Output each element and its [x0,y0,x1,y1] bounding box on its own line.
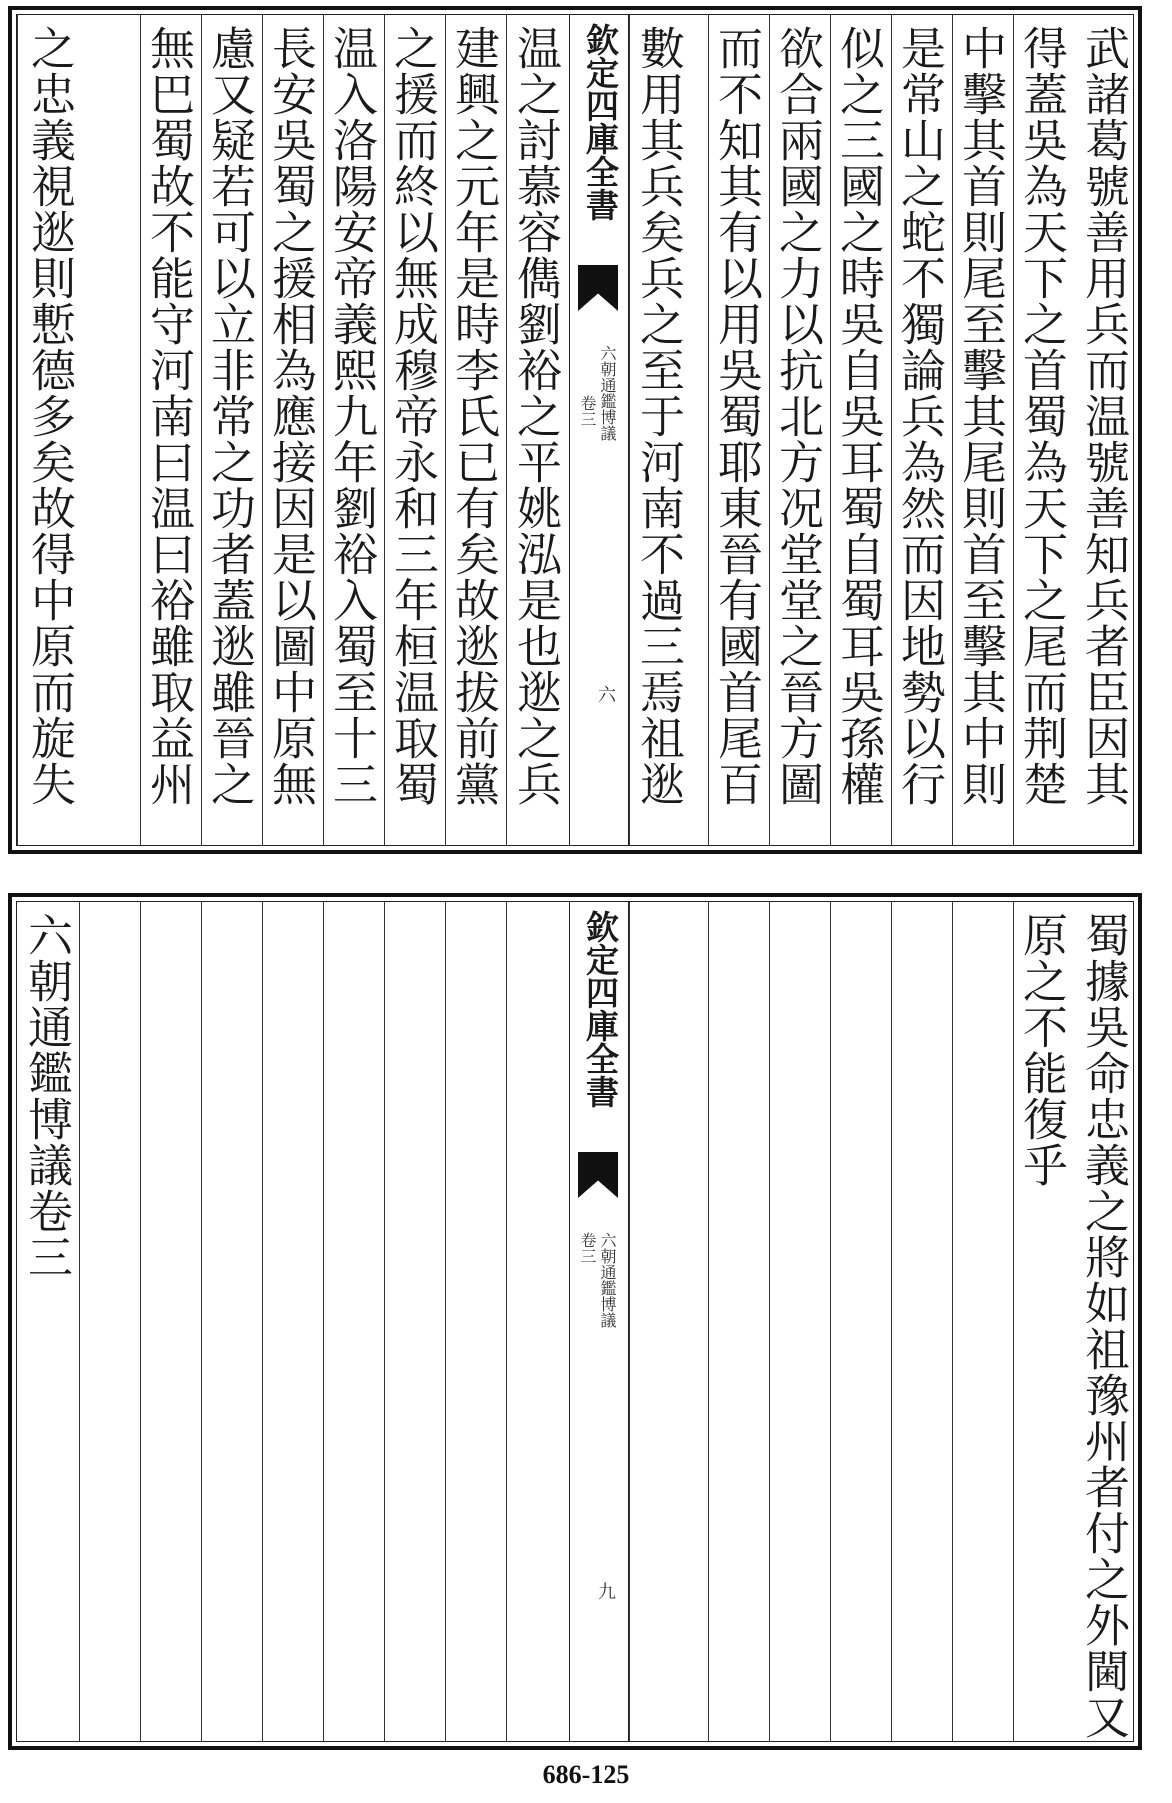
blank-column [262,902,324,1741]
text-column: 欲合兩國之力以抗北方况堂堂之晉方圖 [769,15,830,845]
center-subtitle-volume: 卷三 [578,1232,597,1264]
center-subtitle-title: 六朝通鑑博議 [598,345,617,441]
blank-column [506,902,569,1741]
top-page [8,6,1142,854]
text-column: 原之不能復乎 [1013,902,1074,1741]
bottom-page-frame [16,901,1134,1742]
folio-number: 九 [595,1582,616,1600]
text-column: 似之三國之時吳自吳耳蜀自蜀耳吳孫權 [830,15,891,845]
text-column: 無巴蜀故不能守河南曰温曰裕雖取益州 [140,15,201,845]
text-column-last: 之忠義視逖則慙德多矣故得中原而旋失 [23,25,76,807]
text-column: 得蓋吳為天下之首蜀為天下之尾而荆楚 [1013,15,1074,845]
text-column: 之援而終以無成穆帝永和三年桓温取蜀 [384,15,445,845]
text-column: 温入洛陽安帝義熙九年劉裕入蜀至十三 [323,15,384,845]
text-column: 是常山之蛇不獨論兵為然而因地勢以行 [891,15,952,845]
blank-column [384,902,446,1741]
text-column: 武諸葛號善用兵而温號善知兵者臣因其 [1077,25,1130,807]
blank-column [952,902,1014,1741]
bottom-page [8,893,1142,1750]
text-column: 中擊其首則尾至擊其尾則首至擊其中則 [952,15,1013,845]
blank-column [445,902,507,1741]
text-column [17,15,140,845]
top-page-frame [16,14,1134,846]
text-column: 蜀據吳命忠義之將如祖豫州者付之外閫又 [1077,912,1130,1740]
text-column: 慮又疑若可以立非常之功者蓋逖雖晉之 [201,15,262,845]
blank-column [323,902,385,1741]
blank-column [891,902,953,1741]
fish-tail-mark [578,265,618,311]
blank-column [201,902,263,1741]
text-column: 長安吳蜀之援相為應接因是以圖中原無 [262,15,323,845]
center-header: 欽定四庫全書 [581,23,620,221]
blank-column [140,902,202,1741]
blank-column [769,902,831,1741]
blank-column [708,902,770,1741]
center-subtitle-volume: 卷三 [578,395,597,427]
text-column: 温之討慕容儁劉裕之平姚泓是也逖之兵 [506,15,568,845]
text-column: 數用其兵矣兵之至于河南不過三焉祖逖 [629,15,691,845]
end-title: 六朝通鑑博議卷三 [20,912,73,1280]
center-margin [569,15,629,845]
blank-column [79,902,141,1741]
blank-column [629,902,692,1741]
fish-tail-mark [578,1152,618,1198]
page-footer-number: 686-125 [542,1760,630,1789]
folio-number: 六 [595,685,616,703]
center-subtitle-title: 六朝通鑑博議 [598,1232,617,1328]
center-header: 欽定四庫全書 [581,910,620,1108]
blank-column [830,902,892,1741]
text-column: 建興之元年是時李氏已有矣故逖拔前黨 [445,15,506,845]
center-margin [569,902,629,1741]
text-column: 而不知其有以用吳蜀耶東晉有國首尾百 [708,15,769,845]
